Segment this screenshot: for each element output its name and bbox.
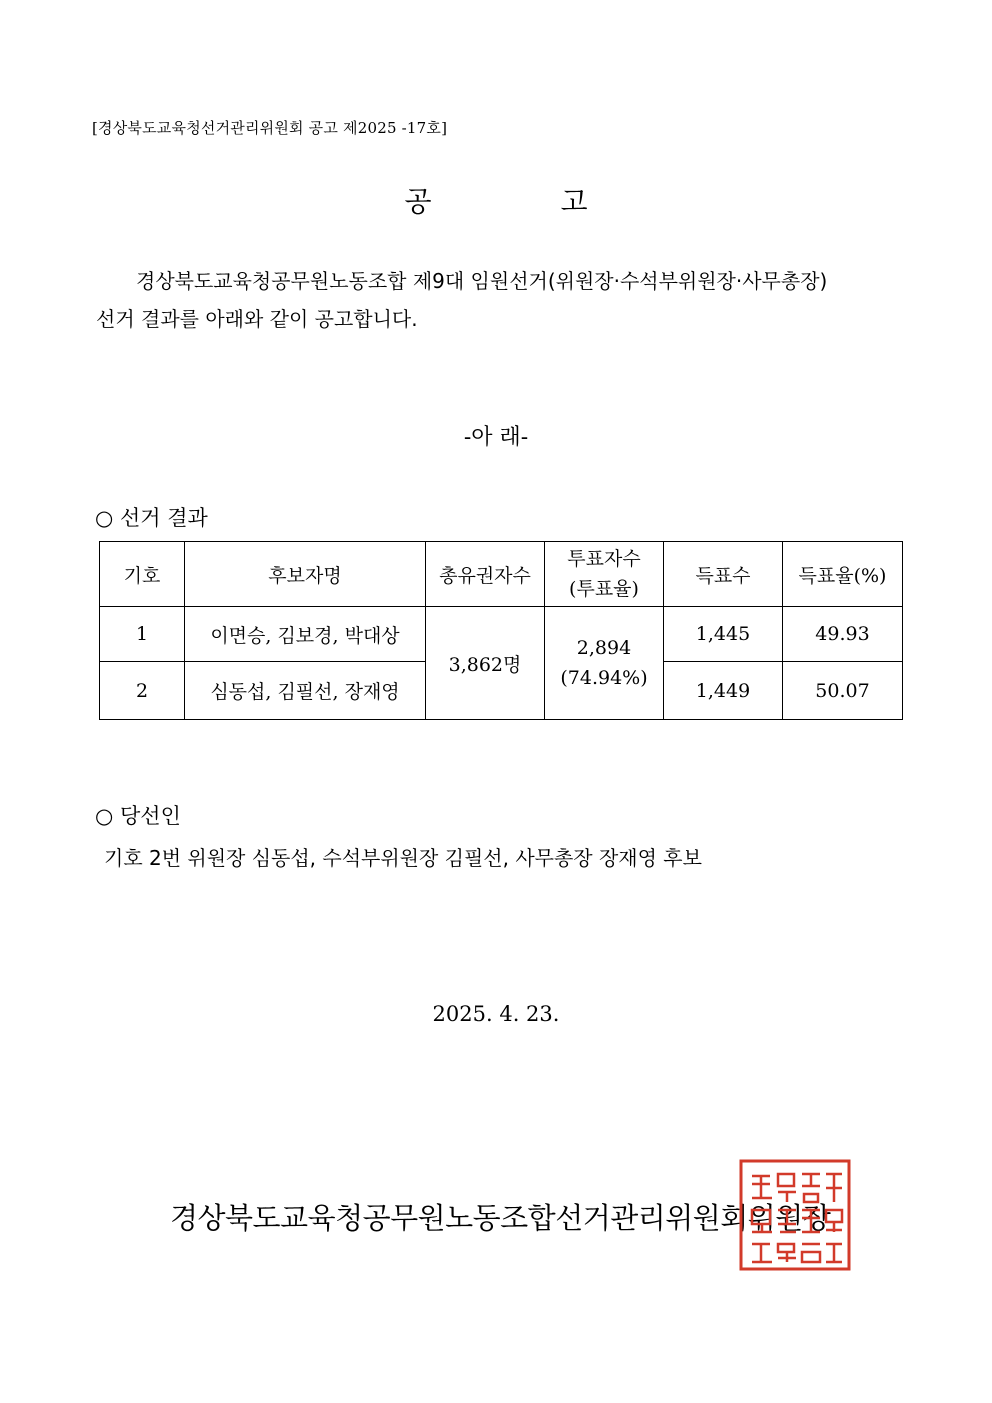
cell-votes: 1,449 xyxy=(664,662,783,720)
cell-total-voters: 3,862명 xyxy=(426,607,545,720)
cell-vote-rate: 50.07 xyxy=(783,662,903,720)
intro-line-2: 선거 결과를 아래와 같이 공고합니다. xyxy=(96,307,418,331)
section-winners-title: ○ 당선인 xyxy=(95,804,181,828)
results-table xyxy=(99,541,903,720)
table-row xyxy=(100,607,903,662)
header-votes: 득표수 xyxy=(664,542,783,607)
header-total-voters: 총유권자수 xyxy=(426,542,545,607)
header-voters-line1: 투표자수 xyxy=(567,548,641,570)
title-char-2: 고 xyxy=(560,185,588,218)
page-title xyxy=(0,180,992,220)
header-candidates: 후보자명 xyxy=(185,542,426,607)
cell-number: 1 xyxy=(100,607,185,662)
cell-candidates: 이면승, 김보경, 박대상 xyxy=(185,607,426,662)
cell-voters-count: 2,894 xyxy=(576,637,632,659)
intro-line-1: 경상북도교육청공무원노동조합 제9대 임원선거(위원장·수석부위원장·사무총장) xyxy=(136,269,828,293)
cell-number: 2 xyxy=(100,662,185,720)
title-char-1: 공 xyxy=(404,185,432,218)
official-seal-icon xyxy=(738,1158,852,1272)
below-label: -아 래- xyxy=(463,425,529,450)
winners-text: 기호 2번 위원장 심동섭, 수석부위원장 김필선, 사무총장 장재영 후보 xyxy=(104,846,702,870)
intro-paragraph xyxy=(96,262,906,338)
cell-turnout: (74.94%) xyxy=(560,667,648,689)
cell-vote-rate: 49.93 xyxy=(783,607,903,662)
cell-voters xyxy=(545,607,664,720)
notice-date: 2025. 4. 23. xyxy=(432,1002,560,1026)
cell-candidates: 심동섭, 김필선, 장재영 xyxy=(185,662,426,720)
section-election-results-title: ○ 선거 결과 xyxy=(95,506,208,530)
header-voters xyxy=(545,542,664,607)
cell-votes: 1,445 xyxy=(664,607,783,662)
header-number: 기호 xyxy=(100,542,185,607)
table-header-row xyxy=(100,542,903,607)
notice-reference: [경상북도교육청선거관리위원회 공고 제2025 -17호] xyxy=(92,119,448,137)
header-voters-line2: (투표율) xyxy=(569,578,639,600)
signer-title: 경상북도교육청공무원노동조합선거관리위원회위원장 xyxy=(170,1201,831,1235)
header-vote-rate: 득표율(%) xyxy=(783,542,903,607)
